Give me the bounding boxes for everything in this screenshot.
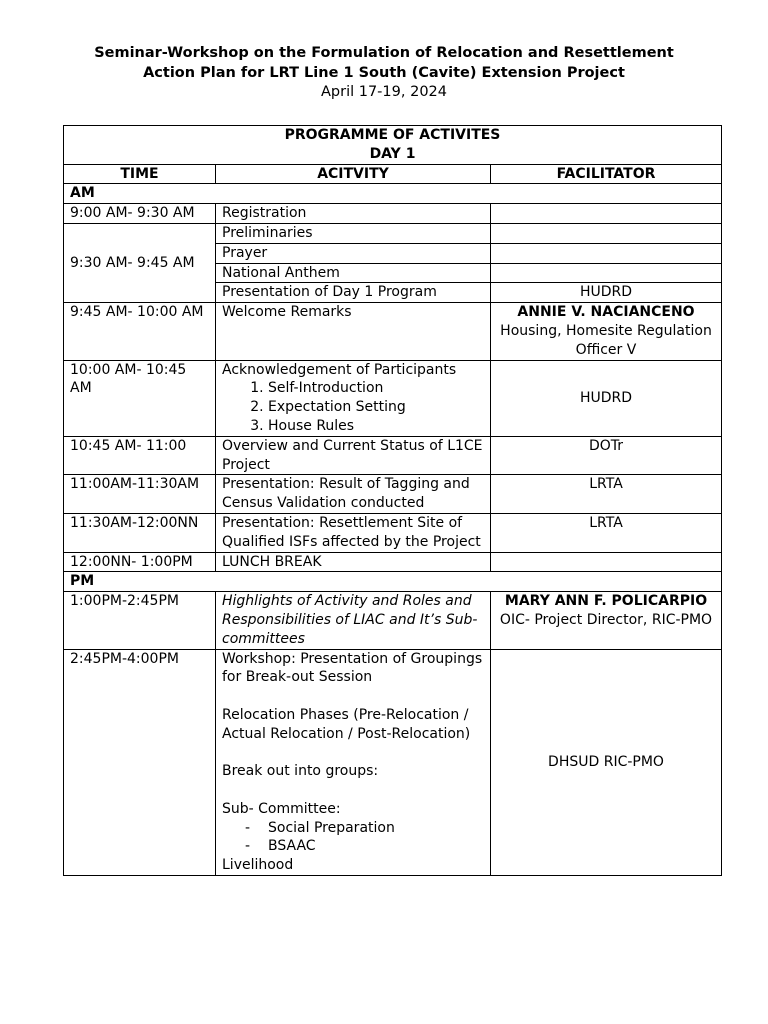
activity-cell: Presentation of Day 1 Program	[216, 283, 491, 303]
activity-cell: Welcome Remarks	[216, 303, 491, 360]
activity-title: Acknowledgement of Participants	[222, 361, 457, 378]
section-row-pm	[64, 572, 722, 592]
title-line-2: Action Plan for LRT Line 1 South (Cavite) Extension Project	[143, 64, 625, 81]
facilitator-cell	[491, 263, 722, 283]
list-item: - BSAAC	[268, 837, 484, 856]
section-row-am	[64, 184, 722, 204]
table-row	[64, 204, 722, 224]
facilitator-cell	[491, 204, 722, 224]
table-row	[64, 436, 722, 475]
breakout-text: Break out into groups:	[222, 763, 379, 780]
activity-cell: LUNCH BREAK	[216, 552, 491, 572]
activity-cell: National Anthem	[216, 263, 491, 283]
time-cell: 11:30AM-12:00NN	[64, 513, 216, 552]
activity-cell	[216, 360, 491, 436]
table-row	[64, 475, 722, 514]
programme-table	[63, 125, 722, 876]
livelihood-text: Livelihood	[222, 857, 294, 874]
facilitator-name: ANNIE V. NACIANCENO	[517, 304, 695, 321]
time-cell: 2:45PM-4:00PM	[64, 649, 216, 876]
col-header-facilitator: FACILITATOR	[491, 164, 722, 184]
list-item: 1. Self-Introduction	[268, 379, 484, 398]
activity-cell: Presentation: Resettlement Site of Qualified ISFs affected by the Project	[216, 513, 491, 552]
table-title	[64, 126, 722, 165]
day-label: DAY 1	[369, 145, 416, 162]
activity-cell: Prayer	[216, 243, 491, 263]
time-cell: 10:00 AM- 10:45 AM	[64, 360, 216, 436]
activity-cell: Preliminaries	[216, 223, 491, 243]
facilitator-cell: HUDRD	[491, 283, 722, 303]
section-label-am: AM	[64, 184, 722, 204]
table-row	[64, 360, 722, 436]
list-item: 2. Expectation Setting	[268, 398, 484, 417]
event-date: April 17-19, 2024	[320, 84, 447, 100]
table-row	[64, 552, 722, 572]
col-header-activity: ACITVITY	[216, 164, 491, 184]
time-cell: 10:45 AM- 11:00	[64, 436, 216, 475]
col-header-time: TIME	[64, 164, 216, 184]
activity-cell: Registration	[216, 204, 491, 224]
phases-text: Relocation Phases (Pre-Relocation / Actual Relocation / Post-Relocation)	[222, 706, 471, 742]
facilitator-cell: LRTA	[491, 475, 722, 514]
list-item: - Social Preparation	[268, 819, 484, 838]
activity-cell: Presentation: Result of Tagging and Census Validation conducted	[216, 475, 491, 514]
table-row	[64, 592, 722, 649]
facilitator-cell: DOTr	[491, 436, 722, 475]
facilitator-cell: DHSUD RIC-PMO	[491, 649, 722, 876]
title-line-1: Seminar-Workshop on the Formulation of Relocation and Resettlement	[94, 45, 674, 61]
facilitator-cell	[491, 223, 722, 243]
facilitator-role: OIC- Project Director, RIC-PMO	[499, 611, 713, 628]
activity-cell: Overview and Current Status of L1CE Project	[216, 436, 491, 475]
subcommittee-label: Sub- Committee:	[222, 800, 341, 817]
table-row	[64, 649, 722, 876]
table-row	[64, 303, 722, 360]
facilitator-cell: LRTA	[491, 513, 722, 552]
facilitator-cell	[491, 303, 722, 360]
facilitator-cell	[491, 243, 722, 263]
table-title-row	[64, 126, 722, 165]
section-label-pm: PM	[64, 572, 722, 592]
time-cell: 12:00NN- 1:00PM	[64, 552, 216, 572]
list-item: 3. House Rules	[268, 417, 484, 436]
facilitator-name: MARY ANN F. POLICARPIO	[504, 593, 708, 610]
time-cell: 9:00 AM- 9:30 AM	[64, 204, 216, 224]
programme-title: PROGRAMME OF ACTIVITES	[284, 127, 501, 143]
table-row	[64, 223, 722, 243]
document-header	[0, 44, 768, 103]
facilitator-role: Housing, Homesite Regulation Officer V	[500, 322, 712, 358]
activity-list	[222, 379, 484, 435]
workshop-text: Workshop: Presentation of Groupings for Break-out Session	[222, 650, 483, 686]
activity-cell	[216, 649, 491, 876]
time-cell: 1:00PM-2:45PM	[64, 592, 216, 649]
activity-cell: Highlights of Activity and Roles and Responsibilities of LIAC and It’s Sub-committees	[216, 592, 491, 649]
time-cell: 9:30 AM- 9:45 AM	[64, 223, 216, 302]
time-cell: 11:00AM-11:30AM	[64, 475, 216, 514]
column-header-row	[64, 164, 722, 184]
table-row	[64, 513, 722, 552]
facilitator-cell: HUDRD	[491, 360, 722, 436]
subcommittee-list	[222, 819, 484, 857]
facilitator-cell	[491, 592, 722, 649]
time-cell: 9:45 AM- 10:00 AM	[64, 303, 216, 360]
facilitator-cell	[491, 552, 722, 572]
